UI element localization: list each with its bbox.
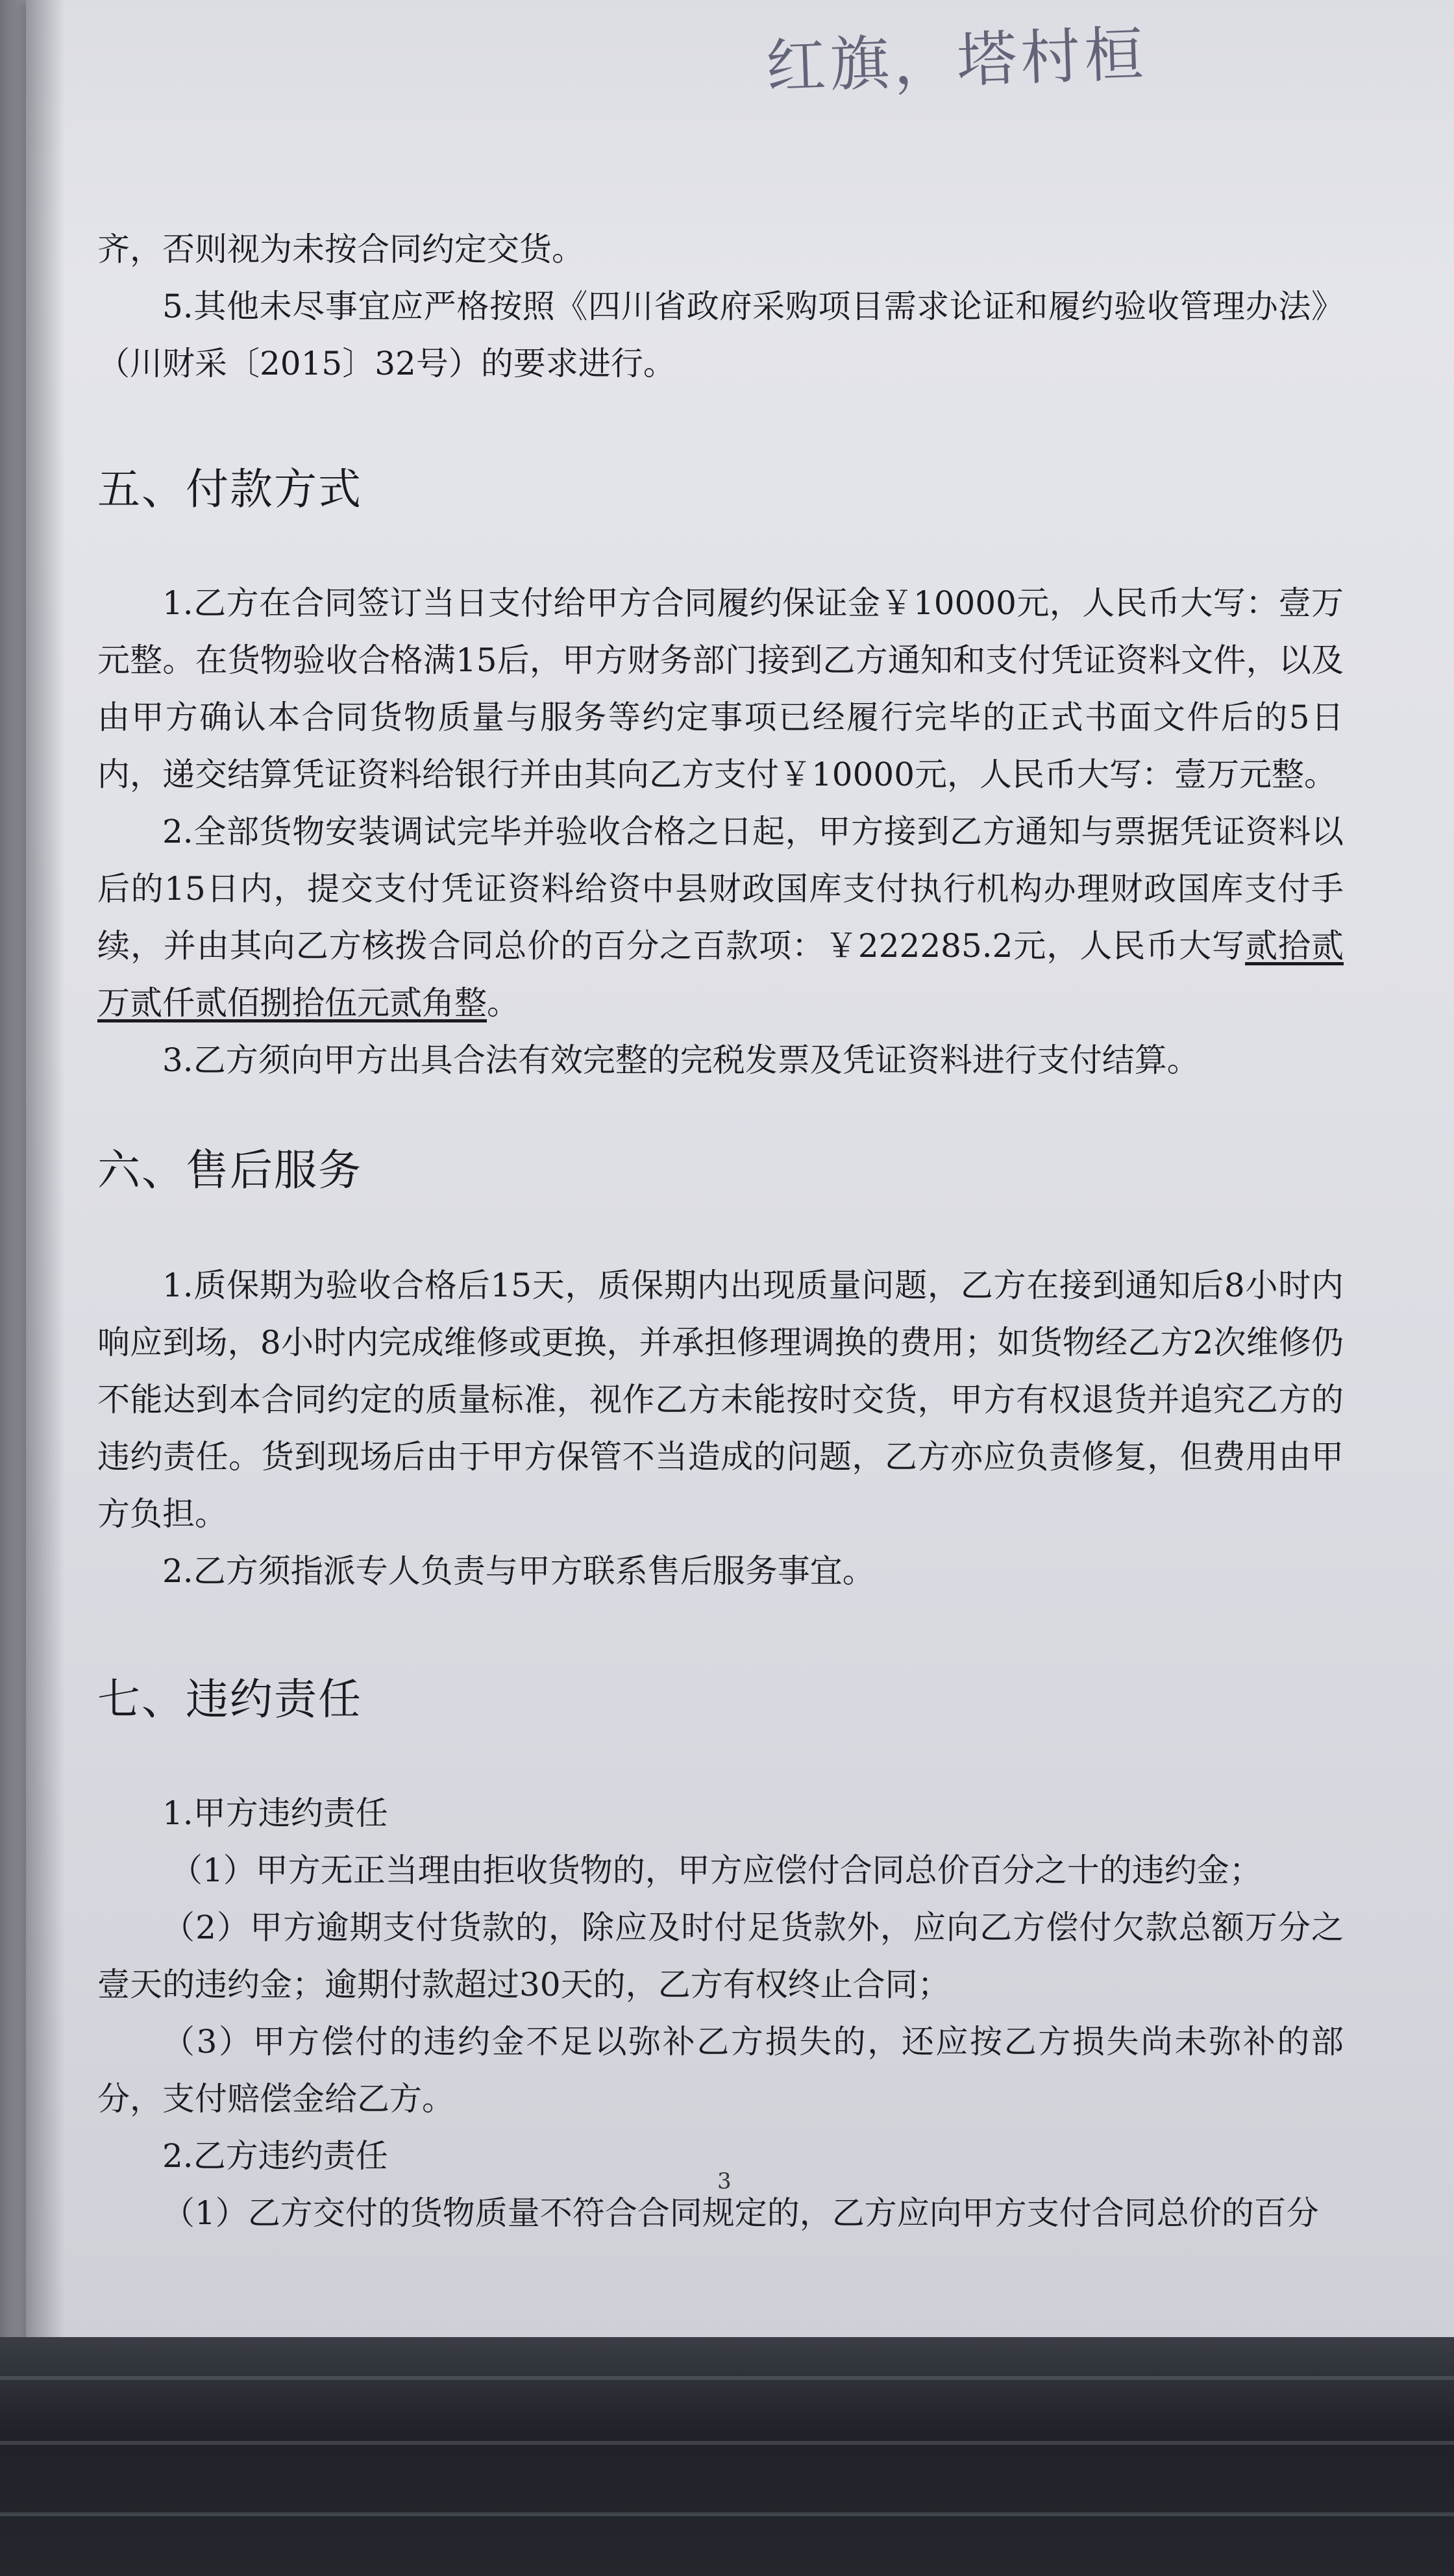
liability-subheading-1: 1.甲方违约责任	[162, 1794, 388, 1832]
section-heading-liability: 七、违约责任	[97, 1674, 362, 1724]
section-heading-after-sales: 六、售后服务	[97, 1145, 362, 1195]
cloth-stripe	[0, 2376, 1454, 2380]
after-sales-paragraph-2: 2.乙方须指派专人负责与甲方联系售后服务事宜。	[162, 1552, 875, 1590]
liability-subheading-2: 2.乙方违约责任	[162, 2137, 388, 2175]
cloth-stripe	[0, 2441, 1454, 2445]
payment-paragraph-2	[97, 803, 1344, 1032]
section-heading-payment: 五、付款方式	[97, 464, 362, 514]
payment-paragraph-3: 3.乙方须向甲方出具合法有效完整的完税发票及凭证资料进行支付结算。	[162, 1041, 1200, 1079]
handwritten-note: 红旗，塔村桓	[765, 19, 1149, 103]
liability-item-2: （2）甲方逾期支付货款的，除应及时付足货款外，应向乙方偿付欠款总额万分之壹天的违约金；逾期付款超过30天的，乙方有权终止合同；	[97, 1909, 1344, 2003]
payment-amount-in-words: 贰拾贰万贰仟贰佰捌拾伍元贰角整	[97, 927, 1344, 1022]
background-bottom	[0, 2337, 1454, 2576]
paragraph-item5: 5.其他未尽事宜应严格按照《四川省政府采购项目需求论证和履约验收管理办法》（川财采〔2015〕32号）的要求进行。	[97, 288, 1344, 382]
liability-item-4: （1）乙方交付的货物质量不符合合同规定的，乙方应向甲方支付合同总价的百分	[162, 2194, 1319, 2232]
payment-paragraph-1: 1.乙方在合同签订当日支付给甲方合同履约保证金￥10000元，人民币大写：壹万元整。在货物验收合格满15后，甲方财务部门接到乙方通知和支付凭证资料文件，以及由甲方确认本合同货物质量与服务等约定事项已经履行完毕的正式书面文件后的5日内，递交结算凭证资料给银行并由其向乙方支付￥10000元，人民币大写：壹万元整。	[97, 584, 1344, 793]
payment-paragraph-2-text: 2.全部货物安装调试完毕并验收合格之日起，甲方接到乙方通知与票据凭证资料以后的15日内，提交支付凭证资料给资中县财政国库支付执行机构办理财政国库支付手续，并由其向乙方核拨合同总价的百分之百款项：￥222285.2元，人民币大写	[97, 813, 1344, 965]
continued-text: 齐，否则视为未按合同约定交货。	[97, 230, 584, 268]
cloth-stripe	[0, 2512, 1454, 2516]
payment-paragraph-2-end: 。	[487, 984, 519, 1022]
page-edge-shadow	[26, 0, 65, 2350]
after-sales-paragraph-1: 1.质保期为验收合格后15天，质保期内出现质量问题，乙方在接到通知后8小时内响应到场，8小时内完成维修或更换，并承担修理调换的费用；如货物经乙方2次维修仍不能达到本合同约定的质量标准，视作乙方未能按时交货，甲方有权退货并追究乙方的违约责任。货到现场后由于甲方保管不当造成的问题，乙方亦应负责修复，但费用由甲方负担。	[97, 1267, 1344, 1533]
document-body	[97, 221, 1344, 2242]
liability-item-1: （1）甲方无正当理由拒收货物的，甲方应偿付合同总价百分之十的违约金；	[170, 1852, 1262, 1889]
page-number: 3	[717, 2168, 732, 2194]
liability-item-3: （3）甲方偿付的违约金不足以弥补乙方损失的，还应按乙方损失尚未弥补的部分，支付赔偿金给乙方。	[97, 2023, 1344, 2118]
